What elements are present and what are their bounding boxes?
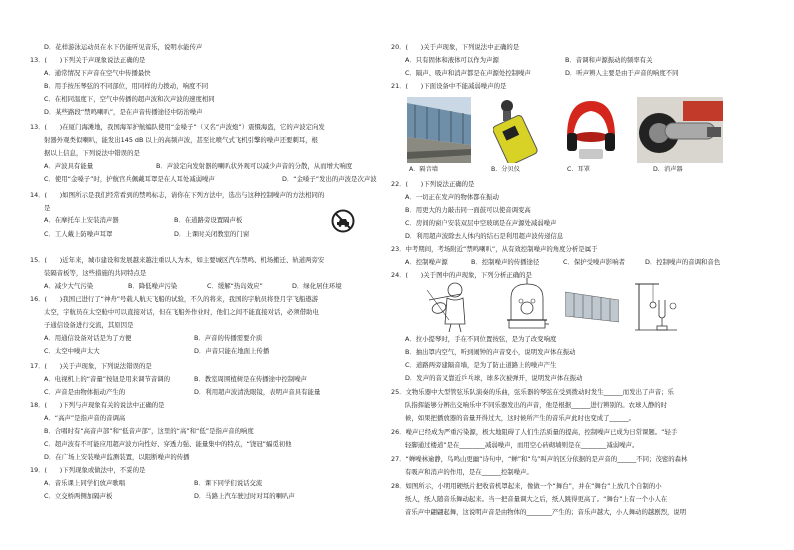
q17-option-a: A．电视机上的“音量”按钮是用来调节音调的 [44, 375, 171, 383]
q28-line1: 28．如图所示，小明用硬纸片把收音机罩起来，像做一个“舞台”，并在“舞台”上放几个自制的小 [391, 482, 662, 490]
q28-line3: 音乐声中翩翩起舞，这说明声音是由物体的________产生的；音乐声越大，小人舞动的越剧烈，说明 [405, 508, 687, 516]
q15-option-a: A．减少大气污染 [44, 282, 94, 290]
q14-line2: 是 [44, 204, 51, 212]
q19-option-d: D．马路上汽车驶过时对耳的喇叭声 [194, 492, 295, 500]
q13b-line3: 据以上信息，下列说法中错误的是 [44, 149, 140, 157]
q25-line1: 25．文物乐器中大型管弦乐队演奏的乐曲，弦乐器的琴弦在受到拨动时发生______而发出了声音；乐 [391, 388, 674, 396]
q20-option-d: D．听声辨人主要是由于声音的响度不同 [565, 69, 679, 77]
q18-option-d: D．在广场上安装噪声监测装置，以阻断噪声的传播 [44, 453, 190, 461]
q13b-option-b: B．声波定向发射器的喇叭状外观可以减少声音的分散，从而增大响度 [156, 162, 353, 170]
q21-option-d: D．消声器 [653, 166, 683, 173]
q18-option-a: A．“高声”是指声音的音调高 [44, 414, 126, 422]
q19-option-b: B．课下同学们说话交流 [194, 479, 263, 487]
q14-stem: 14．( )如图所示是我们经常看到的禁鸣标志，请你在下列方法中，选出与这种控制噪声的方法相同的 [30, 191, 325, 199]
q27-line2: 有吸声和消声的作用，是在______控制噪声。 [405, 468, 533, 476]
q20-option-c: C．隔声、吸声和消声都是在声源处控制噪声 [405, 69, 531, 77]
decibel-meter-image [493, 97, 543, 164]
q22-option-b: B．用更大的力敲击同一面鼓可以使音调变高 [405, 206, 531, 214]
q13-option-b: B．用手按压琴弦的不同部位，用同样的力拨动，响度不同 [44, 82, 209, 90]
noise-barrier-drawing [565, 288, 619, 327]
q16-option-b: B．声音的传播需要介质 [194, 334, 263, 342]
q24-option-b: B．抽出罩内空气，听到闹钟的声音变小，说明发声体在振动 [405, 348, 576, 356]
q14-option-b: B．在道路旁设置隔声板 [174, 216, 243, 224]
q17-stem: 17．( )关于声现象，下列说法错误的是 [30, 362, 152, 370]
q13-option-d: D．某些路段“禁鸣喇叭”，是在声音传播途径中防治噪声 [44, 108, 203, 116]
q25-line2: 队指挥能够分辨出交响乐中不同乐器发出的声音，他是根据______进行辨别的。农球人静的时 [405, 401, 668, 409]
q18-stem: 18．( )下列与声现象有关的说法中正确的是 [30, 401, 165, 409]
q23-option-c: C．保护受噪声影响者 [563, 258, 625, 266]
q23-option-d: D．控制噪声的音调和音色 [645, 258, 721, 266]
q19-stem: 19．( )下列现象或做法中，不妥的是 [30, 466, 146, 474]
q18-option-c: C．超声波有不可能应用超声波方向性好、穿透力强、能量集中的特点，“饶冠”蝠觅初他 [44, 440, 292, 448]
q21-option-b: B．分贝仪 [491, 166, 520, 173]
q13b-option-c: C．使用“金嗓子”时，护航官兵佩戴耳罩是在人耳处减弱噪声 [44, 175, 215, 183]
q13-option-c: C．在相同温度下，空气中传播的超声波和次声波的速度相同 [44, 95, 215, 103]
q15-option-b: B．降低噪声污染 [128, 282, 178, 290]
q27-line1: 27．“蝉噪林逾静，鸟鸣山更幽”诗句中，“蝉”和“鸟”叫声的区分依据的是声音的______不同；茂密的森林 [391, 455, 688, 463]
q16-option-d: D．声音只能在地面上传播 [194, 347, 270, 355]
q16-line3: 子通信设备进行交流，其原因是 [44, 321, 134, 329]
q16-option-c: C．太空中噪声太大 [44, 347, 100, 355]
q21-stem: 21．( )下面设备中不能减弱噪声的是 [391, 82, 507, 90]
q24-option-d: D．发声的音叉靠近乒乓球，球多次被弹开，说明发声体在振动 [405, 374, 583, 382]
q15-line2: 装隔音板等，这些措施的共同特点是 [44, 269, 147, 277]
q22-option-c: C．房间的窗户安装双层中空玻璃是在声源处减弱噪声 [405, 219, 557, 227]
q16-line2: 太空，宇航员在太空舱中可以直接对话，但在飞船外作业时，他们之间不能直接对话，必须借助电 [44, 308, 319, 316]
q25-line3: 候，如果把播放器的音量开得过大，这时候所产生的音乐声此时也变成了______。 [405, 414, 636, 422]
soundproof-wall-image [407, 97, 471, 164]
q21-option-a: A．隔音墙 [409, 166, 438, 173]
q23-stem: 23．中考期间，考场附近“禁鸣喇叭”，从有效控制噪声的角度分析是属于 [391, 245, 598, 253]
q18-option-b: B．合唱时有“高音声部”和“低音声部”，这里的“高”和“低”是指声音的响度 [44, 427, 254, 435]
violin-player-drawing [425, 280, 479, 333]
q15-option-d: D．绿化居住环境 [292, 282, 342, 290]
q14-option-d: D．上课时关闭教室的门窗 [174, 230, 250, 238]
q13b-option-a: A．声波具有能量 [44, 162, 94, 170]
q20-option-a: A．只有固体和液体可以作为声源 [405, 56, 499, 64]
q28-line2: 纸人，纸人随音乐舞动起来。当一把音量调大之后，纸人跳得更高了。“舞台”上有一个小人在 [405, 495, 668, 503]
q16-stem: 16．( )我国已进行了“神舟”号载人航天飞船的试验，不久的将来，我国的宇航员将登月宇飞船遨游 [30, 295, 319, 303]
q13b-stem: 13．( )在厦门海滩地，我国海军护航编队使用“金嗓子”（又名“声波炮”）震慑海盗，它的声波定向发 [30, 123, 325, 131]
q13-stem: 13．( )下列关于声现象说法正确的是 [30, 56, 146, 64]
q17-option-c: C．声音是由物体振动产生的 [44, 388, 126, 396]
q15-stem: 15．( )近年来，城市建设和发展越来越注重以人为本，如主要城区汽车禁鸣、机场搬迁、轨道两旁安 [30, 256, 325, 264]
q24-option-a: A．拉小提琴时，手在不同位置按弦，是为了改变响度 [405, 335, 557, 343]
q15-option-c: C．缓解“热岛效应” [207, 282, 263, 290]
earmuffs-image [563, 97, 619, 164]
q13b-option-d: D．“金嗓子”发出的声波是次声波 [282, 175, 377, 183]
q14-option-c: C．工人戴上防噪声耳罩 [44, 230, 113, 238]
q23-option-a: A．控制噪声源 [405, 258, 448, 266]
bell-jar-alarm-clock-drawing [505, 278, 549, 335]
q26-line2: 轻脚通过楼道”是在________减弱噪声，而用空心砖砌墙则是在________减弱噪声。 [405, 441, 639, 449]
q12-option-d: D．花样游泳运动员在水下仍能听见音乐，说明水能传声 [44, 43, 203, 51]
q17-option-d: D．利用超声波清洗眼镜，表明声音具有能量 [194, 388, 321, 396]
q21-option-c: C．耳罩 [567, 166, 590, 173]
q23-option-b: B．控制噪声的传播途径 [471, 258, 540, 266]
q20-option-b: B．音调和声源振动的频率有关 [565, 56, 653, 64]
q17-option-b: B．教室周围植树是在传播途中控制噪声 [194, 375, 308, 383]
q20-stem: 20．( )关于声现象，下列说法中正确的是 [391, 43, 520, 51]
q22-option-d: D．利用超声波除去人体内的结石是利用超声波传递信息 [405, 232, 564, 240]
q13b-line2: 射器外观类似喇叭，能发出145 dB 以上的高频声波，甚至比喷气式飞机引擎的噪声还要刺耳，根 [44, 136, 318, 144]
tuning-fork-pingpong-drawing [633, 280, 679, 333]
q19-option-a: A．音乐课上同学们放声歌唱 [44, 479, 126, 487]
q24-option-c: C．道路两旁建隔音墙，是为了防止道路上的噪声产生 [405, 361, 557, 369]
q22-option-a: A．一切正在发声的物体都在振动 [405, 193, 499, 201]
q19-option-c: C．立交桥两侧加隔声板 [44, 492, 113, 500]
q22-stem: 22．( )下列说法正确的是 [391, 180, 475, 188]
muffler-image [637, 97, 723, 164]
q14-option-a: A．在摩托车上安装消声器 [44, 216, 119, 224]
q16-option-a: A．用通信设备对话是为了方便 [44, 334, 132, 342]
q26-line1: 26．噪声已经成为严重污染源，极大地阻碍了人们生活质量的提高，控制噪声已成为日常课题。“轻手 [391, 428, 678, 436]
no-horn-sign-icon [331, 209, 355, 234]
q13-option-a: A．通常情况下声音在空气中传播最快 [44, 69, 151, 77]
q24-stem: 24．( )关于图中的声现象，下列分析正确的是 [391, 271, 532, 279]
